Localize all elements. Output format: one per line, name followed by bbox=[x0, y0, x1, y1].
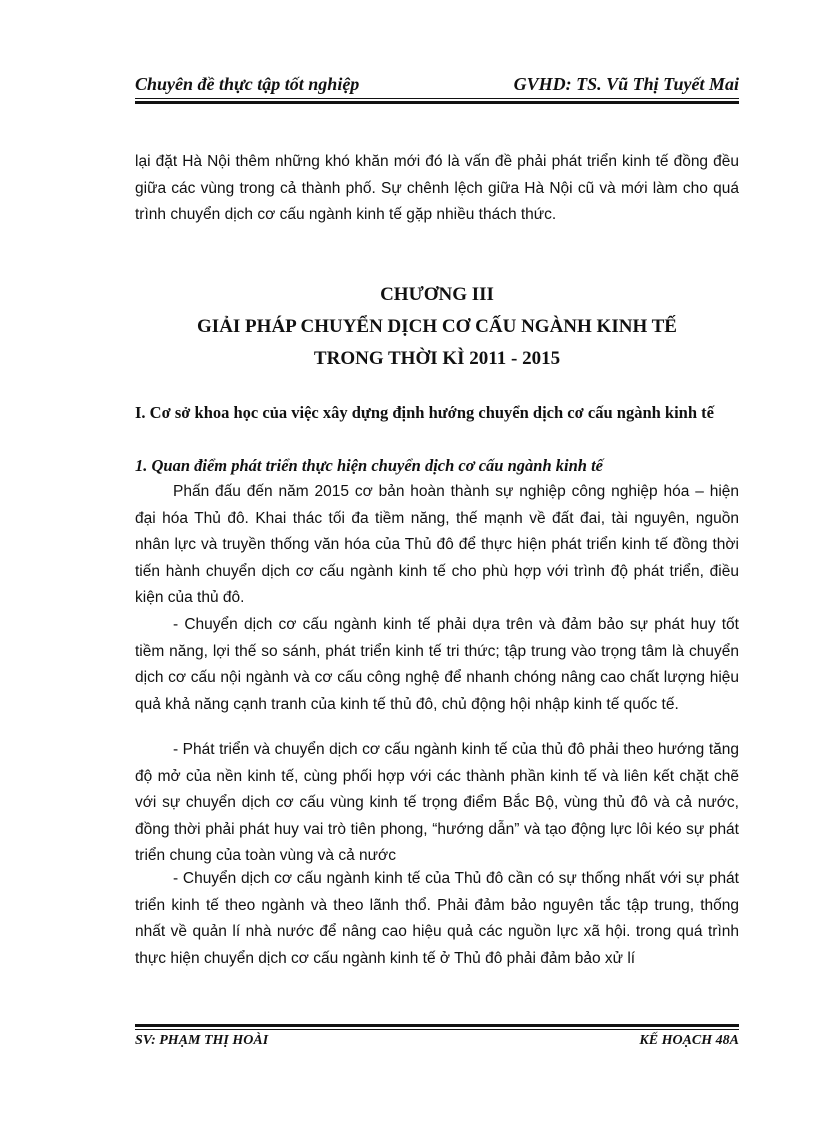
paragraph-2: - Chuyển dịch cơ cấu ngành kinh tế phải dựa trên và đảm bảo sự phát huy tốt tiềm năng, lợi thế so sánh, phát triển kinh tế tri thức; tập trung vào trọng tâm là chuyển dịch cơ cấu nội ngành và cơ cấu công nghệ để nhanh chóng nâng cao chất lượng hiệu quả khả năng cạnh tranh của kinh tế thủ đô, chủ động hội nhập kinh tế quốc tế. bbox=[135, 616, 739, 713]
paragraph-4: - Chuyển dịch cơ cấu ngành kinh tế của Thủ đô cần có sự thống nhất với sự phát triển kinh tế theo ngành và theo lãnh thổ. Phải đảm bảo nguyên tắc tập trung, thống nhất về quản lí nhà nước để nâng cao hiệu quả các nguồn lực xã hội. trong quá trình thực hiện chuyển dịch cơ cấu ngành kinh tế ở Thủ đô phải đảm bảo xử lí bbox=[135, 870, 739, 967]
header-rule-thick bbox=[135, 101, 739, 104]
chapter-title-line-2: TRONG THỜI KÌ 2011 - 2015 bbox=[313, 348, 561, 369]
chapter-number: CHƯƠNG III bbox=[380, 284, 494, 305]
sub-heading: 1. Quan điểm phát triển thực hiện chuyển dịch cơ cấu ngành kinh tế bbox=[135, 456, 603, 475]
header-document-title: Chuyên đề thực tập tốt nghiệp bbox=[135, 74, 360, 94]
section-heading: I. Cơ sở khoa học của việc xây dựng định hướng chuyển dịch cơ cấu ngành kinh tế bbox=[135, 403, 714, 422]
paragraph-1: Phấn đấu đến năm 2015 cơ bản hoàn thành sự nghiệp công nghiệp hóa – hiện đại hóa Thủ đô. Khai thác tối đa tiềm năng, thế mạnh về đất đai, tài nguyên, nguồn nhân lực và truyền thống văn hóa của Thủ đô để thực hiện phát triển kinh tế đồng thời tiến hành chuyển dịch cơ cấu ngành kinh tế cho phù hợp với trình độ phát triển, điều kiện của thủ đô. bbox=[135, 483, 739, 606]
footer-student: SV: PHẠM THỊ HOÀI bbox=[135, 1033, 269, 1048]
paragraph-3: - Phát triển và chuyển dịch cơ cấu ngành kinh tế của thủ đô phải theo hướng tăng độ mở của nền kinh tế, cùng phối hợp với các thành phần kinh tế và liên kết chặt chẽ với sự chuyển dịch cơ cấu vùng kinh tế trọng điểm Bắc Bộ, vùng thủ đô và cả nước, đồng thời phải phát huy vai trò tiên phong, “hướng dẫn” và tạo động lực lôi kéo sự phát triển chung của toàn vùng và cả nước bbox=[135, 741, 739, 864]
header-rule-thin bbox=[135, 98, 739, 99]
footer-rule-thick bbox=[135, 1024, 739, 1027]
intro-paragraph: lại đặt Hà Nội thêm những khó khăn mới đó là vấn đề phải phát triển kinh tế đồng đều giữa các vùng trong cả thành phố. Sự chênh lệch giữa Hà Nội cũ và mới làm cho quá trình chuyển dịch cơ cấu ngành kinh tế gặp nhiều thách thức. bbox=[135, 153, 739, 223]
footer-rule-thin bbox=[135, 1029, 739, 1030]
footer-class: KẾ HOẠCH 48A bbox=[639, 1033, 739, 1048]
header-supervisor: GVHD: TS. Vũ Thị Tuyết Mai bbox=[513, 74, 739, 94]
page-footer bbox=[135, 1033, 739, 1055]
page-header bbox=[135, 74, 739, 98]
chapter-title-line-1: GIẢI PHÁP CHUYỂN DỊCH CƠ CẤU NGÀNH KINH TẾ bbox=[197, 316, 677, 337]
